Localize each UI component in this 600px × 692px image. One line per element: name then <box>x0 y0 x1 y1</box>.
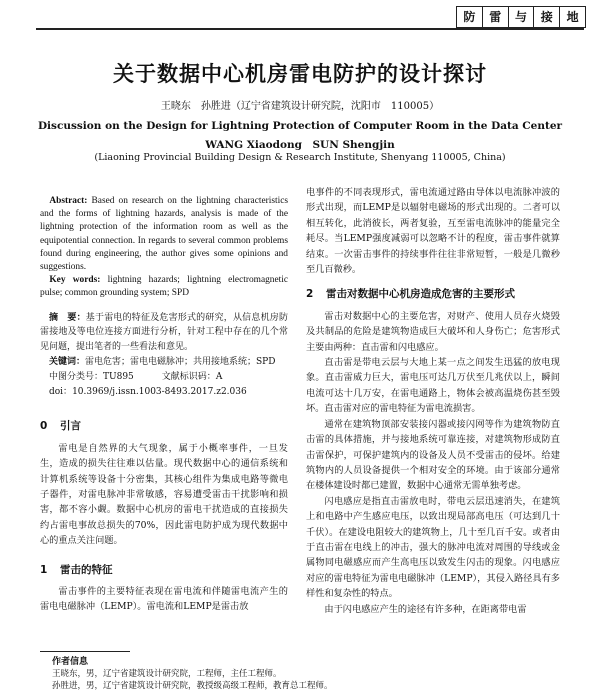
keywords-en <box>40 274 288 300</box>
doc-code-label: 文献标识码： <box>161 371 216 382</box>
doi-value: 10.3969/j.issn.1003-8493.2017.z2.036 <box>72 386 247 397</box>
right-paragraph-3: 直击雷是带电云层与大地上某一点之间发生迅猛的放电现象。直击雷威力巨大，雷电压可达几万伏至几兆伏以上，瞬间电流可达十几万安，在雷电通路上，物体会被高温烧伤甚至毁坏。直击雷对应的雷电特征为雷电流损害。 <box>306 357 560 415</box>
authors-en: WANG Xiaodong SUN Shengjin <box>205 139 395 151</box>
abstract-en-text: Based on research on the lightning characteristics and the forms of lightning hazards, analysis is made of the lightning protection of the information room as well as the equipotential connection. In regards to several common problems found during engineering, the author gives some opinions and suggestions. <box>40 196 289 273</box>
doi-label: doi： <box>49 386 73 397</box>
keywords-cn-label: 关键词： <box>49 357 86 368</box>
section-title: 雷击的特征 <box>60 563 113 576</box>
right-paragraph-6: 由于闪电感应产生的途径有许多种，在距离带电雷 <box>324 603 527 615</box>
header-rule <box>36 28 584 30</box>
tag-char: 防 <box>457 7 483 27</box>
section1-paragraph: 雷击事件的主要特征表现在雷电流和伴随雷电流产生的雷电电磁脉冲（LEMP）。雷电流和LEMP是雷击放 <box>40 586 288 613</box>
keywords-cn <box>40 355 288 370</box>
keywords-en-text: lightning hazards; lightning electromagnetic pulse; common grounding system; SPD <box>40 275 289 299</box>
section-number: 0 <box>40 420 48 433</box>
paper-title-cn: 关于数据中心机房雷电防护的设计探讨 <box>113 61 487 86</box>
journal-column-tag <box>456 6 586 28</box>
section-heading-2 <box>306 287 560 302</box>
footnote-rule <box>40 651 130 652</box>
footnote-line: 王晓东，男，辽宁省建筑设计研究院，工程师，主任工程师。 <box>52 669 282 679</box>
author-footnote <box>52 656 572 692</box>
keywords-cn-text: 雷电危害；雷电电磁脉冲；共用接地系统；SPD <box>85 357 276 368</box>
abstract-cn-label: 摘 要： <box>49 312 86 323</box>
clc-value: TU895 <box>103 371 134 382</box>
tag-char: 接 <box>534 7 560 27</box>
right-paragraph-4: 通常在建筑物顶部安装接闪器或接闪网等作为建筑物防直击雷的具体措施，并与接地系统可靠连接，对建筑物形成防直击雷保护，可保护建筑内的设备及人员不受雷击的侵坏。给建筑物内的人员设备提供一个相对安全的环境。由于该部分通常在楼体建设时都已建置，数据中心通常无需单独考虑。 <box>306 418 560 492</box>
clc-label: 中图分类号： <box>49 371 104 382</box>
section-number: 2 <box>306 288 314 301</box>
abstract-en <box>40 195 288 274</box>
left-column <box>40 195 288 615</box>
section-heading-0 <box>40 419 288 434</box>
affiliation-en: (Liaoning Provincial Building Design & Research Institute, Shenyang 110005, China) <box>94 152 506 163</box>
authors-cn: 王晓东 孙胜进（辽宁省建筑设计研究院，沈阳市 110005） <box>160 101 440 112</box>
section-title: 引言 <box>60 420 81 433</box>
right-paragraph-5: 闪电感应是指直击雷放电时，带电云层迅速消失，在建筑上和电路中产生感应电压，以致出现局部高电压（可达到几十千伏）。在建设电阻较大的建筑物上，几十至几百千安。或者由于直击雷在电线上的冲击，强大的脉冲电流对周围的导线或金属物同电磁感应而产生高电压以致发生闪击的现象。闪电感应对应的雷电特征为雷电电磁脉冲（LEMP），其侵入路径具有多样性和复杂性的特点。 <box>306 495 560 600</box>
section-title: 雷击对数据中心机房造成危害的主要形式 <box>326 288 515 301</box>
tag-char: 地 <box>566 10 579 24</box>
footnote-heading: 作者信息 <box>52 657 89 667</box>
right-paragraph-1: 电事件的不同表现形式，雷电流通过路由导体以电流脉冲波的形式出现，而LEMP是以辐射电磁场的形式出现的。二者可以相互转化，此消彼长，两者复验，互至雷电流脉冲的能量完全耗尽。当LEMP强度减弱可以忽略不计的程度，雷击事件就算结束。一次雷击事件的持续事件往往非常短暂，一般是几微秒至几百微秒。 <box>306 187 560 276</box>
abstract-cn <box>40 311 288 355</box>
paper-title-en: Discussion on the Design for Lightning Protection of Computer Room in the Data Center <box>37 120 563 132</box>
intro-paragraph: 雷电是自然界的大气现象，属于小概率事件，一旦发生，造成的损失往往难以估量。现代数据中心的通信系统和计算机系统等设备十分密集，其核心组件为集成电路等微电子器件，对雷电脉冲非常敏感，容易遭受雷击干扰影响和损害，都不容小觑。数据中心机房的雷电干扰造成的直接损失约占雷电事故总损失的70%，因此雷电防护成为现代数据中心的重点关注问题。 <box>40 442 288 547</box>
section-number: 1 <box>40 563 48 576</box>
tag-char: 雷 <box>483 7 509 27</box>
footnote-line: 孙胜进，男，辽宁省建筑设计研究院，教授级高级工程师，教育总工程师。 <box>52 681 333 691</box>
right-column <box>306 185 560 617</box>
abstract-cn-text: 基于雷电的特征及危害形式的研究，从信息机房防雷接地及等电位连接方面进行分析，针对工程中存在的几个常见问题，提出笔者的一些看法和意见。 <box>40 312 288 353</box>
abstract-en-label: Abstract: <box>49 196 88 206</box>
keywords-en-label: Key words: <box>49 275 101 286</box>
doi-line <box>40 385 288 400</box>
classification-line <box>40 370 288 385</box>
right-paragraph-2: 雷击对数据中心的主要危害，对财产、使用人员存火烧毁及共制品的危险是建筑物造成巨大破坏和人身伤亡；危害形式主要由两种：直击雷和闪电感应。 <box>306 310 560 353</box>
tag-char: 与 <box>509 7 535 27</box>
doc-code-value: A <box>215 371 223 382</box>
section-heading-1 <box>40 563 288 578</box>
